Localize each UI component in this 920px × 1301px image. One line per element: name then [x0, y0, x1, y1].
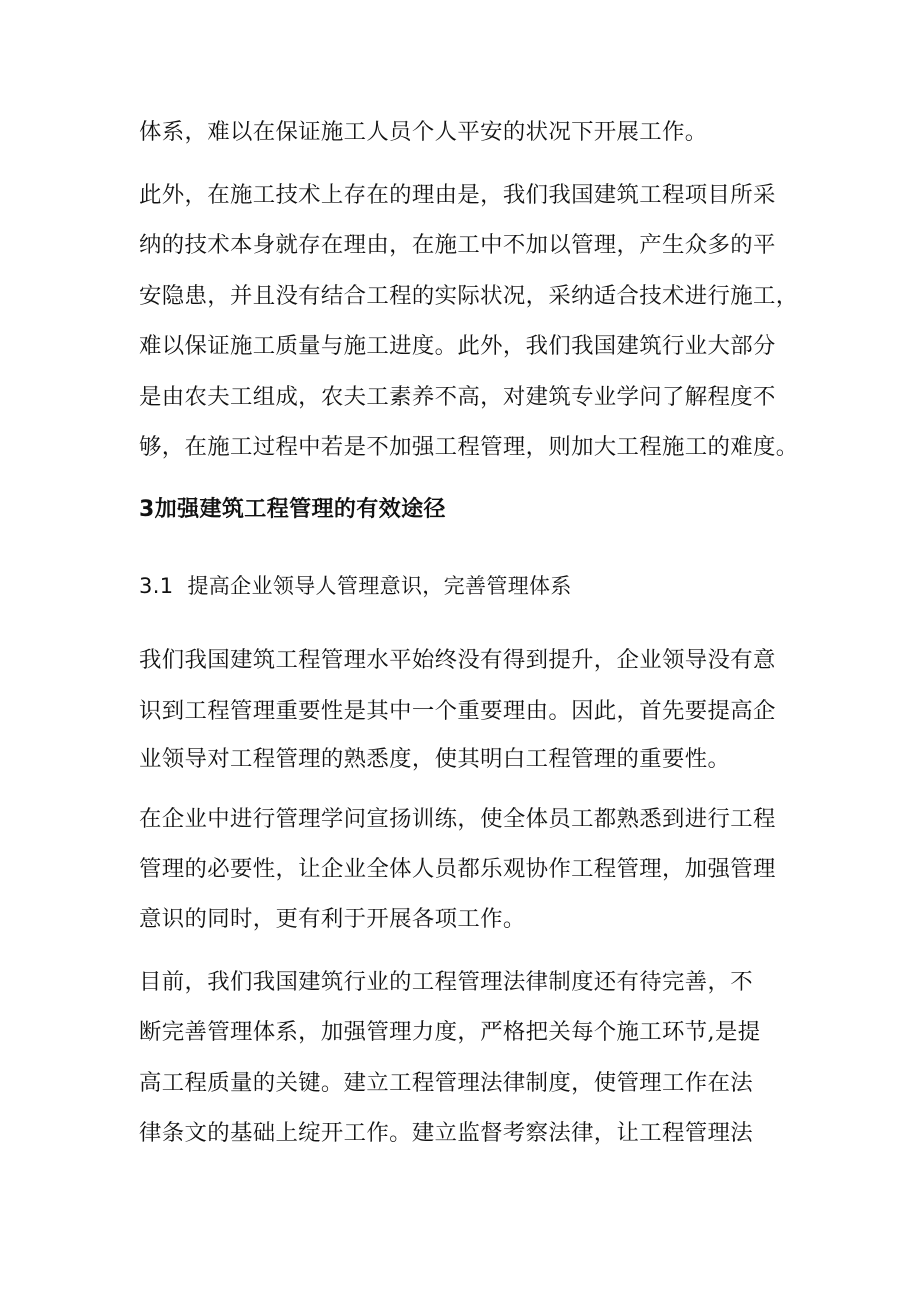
paragraph-2-line: 此外，在施工技术上存在的理由是，我们我国建筑工程项目所采 — [139, 182, 776, 208]
paragraph-5-line: 目前，我们我国建筑行业的工程管理法律制度还有待完善，不 — [139, 969, 753, 995]
paragraph-5-line: 高工程质量的关键。建立工程管理法律制度，使管理工作在法 — [139, 1070, 753, 1096]
paragraph-2-line: 是由农夫工组成，农夫工素养不高，对建筑专业学问了解程度不 — [139, 384, 776, 410]
paragraph-2-line: 安隐患，并且没有结合工程的实际状况，采纳适合技术进行施工， — [139, 283, 799, 309]
paragraph-5-line: 律条文的基础上绽开工作。建立监督考察法律，让工程管理法 — [139, 1120, 753, 1146]
paragraph-4-line: 在企业中进行管理学问宣扬训练，使全体员工都熟悉到进行工程 — [139, 806, 776, 832]
paragraph-3-line: 我们我国建筑工程管理水平始终没有得到提升，企业领导没有意 — [139, 647, 776, 673]
section-heading: 3加强建筑工程管理的有效途径 — [139, 497, 446, 522]
subsection-title: 提高企业领导人管理意识，完善管理体系 — [187, 574, 572, 598]
paragraph-2-line: 难以保证施工质量与施工进度。此外，我们我国建筑行业大部分 — [139, 333, 776, 359]
paragraph-2-line: 够，在施工过程中若是不加强工程管理，则加大工程施工的难度。 — [139, 434, 799, 460]
paragraph-4-line: 意识的同时，更有利于开展各项工作。 — [139, 906, 526, 932]
paragraph-2-line: 纳的技术本身就存在理由，在施工中不加以管理，产生众多的平 — [139, 232, 776, 258]
paragraph-4-line: 管理的必要性，让企业全体人员都乐观协作工程管理，加强管理 — [139, 856, 776, 882]
paragraph-5-line: 断完善管理体系，加强管理力度，严格把关每个施工环节,是提 — [139, 1019, 761, 1045]
paragraph-1-line: 体系，难以在保证施工人员个人平安的状况下开展工作。 — [139, 119, 708, 145]
subsection-heading — [139, 571, 572, 601]
paragraph-3-line: 业领导对工程管理的熟悉度，使其明白工程管理的重要性。 — [139, 746, 731, 772]
subsection-number: 3.1 — [139, 574, 174, 598]
paragraph-3-line: 识到工程管理重要性是其中一个重要理由。因此，首先要提高企 — [139, 698, 776, 724]
